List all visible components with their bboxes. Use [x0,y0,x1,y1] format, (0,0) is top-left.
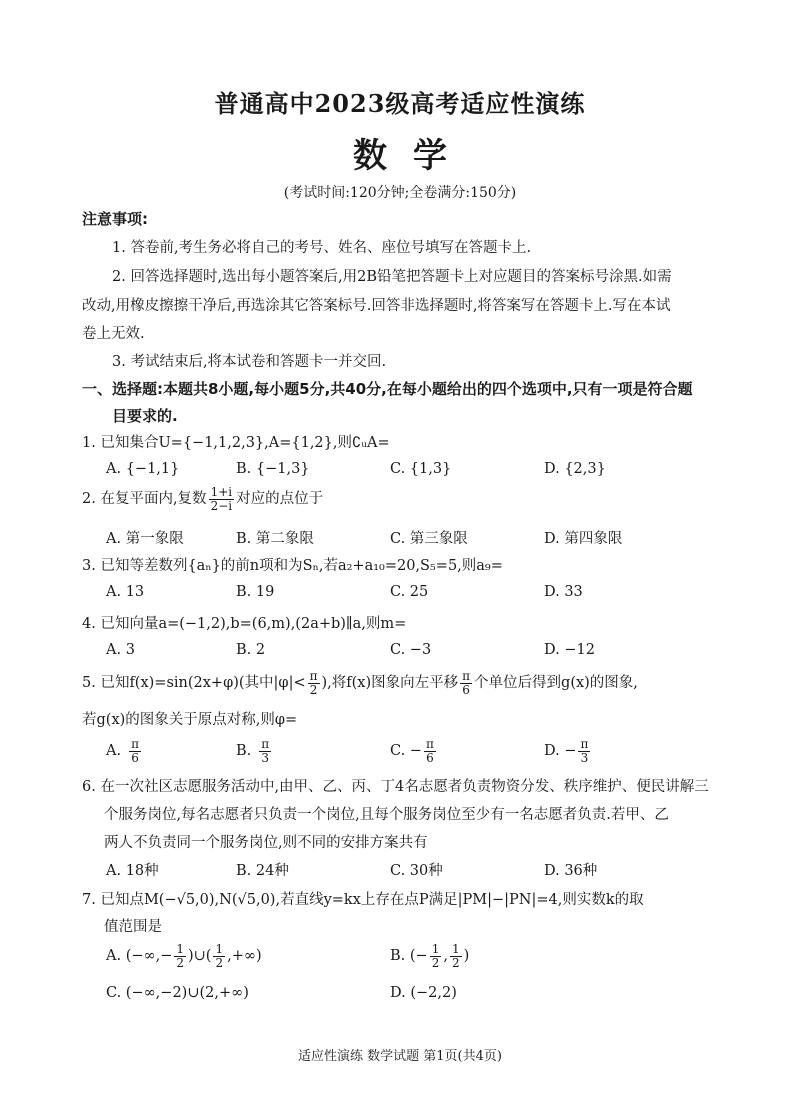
q5-option-a-numerator: π [131,737,139,751]
q5-option-b-label: B. [236,743,252,760]
q5-option-c-numerator: π [425,737,434,751]
q7-option-b-fraction-1 [430,943,442,969]
q1-option-c: C. {1,3} [390,461,452,477]
question-6-line-2: 个服务岗位,每名志愿者只负责一个岗位,且每个服务岗位至少有一名志愿者负责.若甲、乙 [104,807,669,823]
q3-option-c: C. 25 [390,584,429,600]
q4-option-a: A. 3 [106,642,135,658]
q5-option-d-fraction [578,738,590,764]
section-heading-line-1: 一、选择题:本题共8小题,每小题5分,共40分,在每小题给出的四个选项中,只有一项是符合题 [82,380,693,398]
q7-option-b-part-3: ) [463,948,470,965]
q2-fraction-numerator: 1+i [210,485,233,499]
q5-fraction-1-numerator: π [309,669,318,683]
notice-item-2-line-3: 卷上无效. [82,326,145,342]
notice-item-1: 1. 答卷前,考生务必将自己的考号、姓名、座位号填写在答题卡上. [112,240,532,256]
q3-option-b: B. 19 [236,584,275,600]
q5-fraction-2 [460,670,472,696]
q5-option-a-label: A. [106,743,122,760]
q3-option-a: A. 13 [106,584,145,600]
q7-option-a-fraction-2 [213,943,225,969]
question-1-stem: 1. 已知集合U={−1,1,2,3},A={1,2},则∁ᵤA= [82,435,390,451]
q5-option-c-label: C. − [390,743,422,760]
q2-stem-pre: 2. 在复平面内,复数 [82,491,207,508]
q5-option-d [544,738,592,764]
q5-option-d-denominator: 3 [580,750,589,765]
notice-item-2-line-2: 改动,用橡皮擦擦干净后,再选涂其它答案标号.回答非选择题时,将答案写在答题卡上.写在本试 [82,298,671,314]
q7-option-c: C. (−∞,−2)∪(2,+∞) [106,985,249,1001]
q7-option-b-numerator-2: 1 [451,942,460,956]
q4-option-d: D. −12 [544,642,595,658]
exam-meta: (考试时间:120分钟;全卷满分:150分) [283,185,517,201]
q7-option-a-denominator-1: 2 [176,955,184,970]
question-3-stem: 3. 已知等差数列{aₙ}的前n项和为Sₙ,若a₂+a₁₀=20,S₅=5,则a₉= [82,558,503,574]
q5-fraction-1 [308,670,320,696]
q7-option-a-denominator-2: 2 [215,955,224,970]
section-heading-line-2: 目要求的. [112,407,178,425]
notice-item-2-line-1: 2. 回答选择题时,选出每小题答案后,用2B铅笔把答题卡上对应题目的答案标号涂黑.如需 [112,269,672,285]
q7-option-b-denominator-1: 2 [431,955,440,970]
q5-option-c [390,738,438,764]
q2-option-c: C. 第三象限 [390,531,468,547]
q7-option-b-fraction-2 [450,943,462,969]
q6-option-c: C. 30种 [390,863,443,879]
question-6-line-1: 6. 在一次社区志愿服务活动中,由甲、乙、丙、丁4名志愿者负责物资分发、秩序维护、便民讲解三 [82,779,709,795]
question-2-stem [82,486,323,512]
q7-option-b-numerator-1: 1 [431,942,440,956]
q5-stem-part-2: ),将f(x)图象向左平移 [321,675,459,692]
q7-option-a-part-1: (−∞,− [125,948,173,965]
q3-option-d: D. 33 [544,584,583,600]
question-5-stem-line-2: 若g(x)的图象关于原点对称,则φ= [82,712,298,728]
q7-option-b-part-1: (− [409,948,428,965]
page-footer: 适应性演练 数学试题 第1页(共4页) [298,1049,502,1064]
q2-option-a: A. 第一象限 [106,531,184,547]
notice-item-3: 3. 考试结束后,将本试卷和答题卡一并交回. [112,354,387,370]
q7-option-b [390,943,469,969]
q7-option-b-label: B. [390,948,406,965]
q7-option-a-part-2: )∪( [188,948,212,965]
q5-option-b-fraction [259,738,271,764]
q6-option-d: D. 36种 [544,863,598,879]
q5-option-d-numerator: π [580,737,589,751]
q5-fraction-1-denominator: 2 [309,682,318,697]
q7-option-a [106,943,262,969]
q5-option-b-denominator: 3 [261,750,270,765]
q2-option-b: B. 第二象限 [236,531,314,547]
q2-option-d: D. 第四象限 [544,531,623,547]
q5-stem-part-1: 5. 已知f(x)=sin(2x+φ)(其中|φ|< [82,675,306,692]
q2-fraction-denominator: 2−i [210,498,233,513]
q4-option-b: B. 2 [236,642,266,658]
q1-option-b: B. {−1,3} [236,461,310,477]
q5-option-a [106,738,143,764]
question-5-stem-line-1 [82,670,638,696]
q6-option-a: A. 18种 [106,863,159,879]
q2-fraction [209,486,235,512]
q5-fraction-2-numerator: π [462,669,471,683]
q5-option-c-fraction [424,738,436,764]
q2-stem-post: 对应的点位于 [236,491,324,508]
q5-option-b-numerator: π [261,737,270,751]
q5-option-b [236,738,273,764]
q7-option-a-numerator-2: 1 [215,942,224,956]
q1-option-d: D. {2,3} [544,461,606,477]
q5-option-a-fraction [129,738,141,764]
q7-option-a-part-3: ,+∞) [227,948,262,965]
q7-option-b-denominator-2: 2 [451,955,460,970]
q7-option-a-label: A. [106,948,122,965]
q7-option-a-fraction-1 [174,943,186,969]
q6-option-b: B. 24种 [236,863,289,879]
q4-option-c: C. −3 [390,642,432,658]
q7-option-a-numerator-1: 1 [176,942,184,956]
question-7-line-2: 值范围是 [104,919,162,935]
q5-option-c-denominator: 6 [426,750,434,765]
q7-option-d: D. (−2,2) [390,985,457,1001]
q5-stem-part-3: 个单位后得到g(x)的图象, [474,675,638,692]
question-6-line-3: 两人不负责同一个服务岗位,则不同的安排方案共有 [104,835,428,851]
q5-fraction-2-denominator: 6 [462,682,470,697]
q5-option-d-label: D. − [544,743,577,760]
notice-heading: 注意事项: [82,210,148,228]
question-7-line-1: 7. 已知点M(−√5,0),N(√5,0),若直线y=kx上存在点P满足|PM|−|PN|=4,则实数k的取 [82,892,644,908]
exam-title: 普通高中2023级高考适应性演练 [214,89,586,118]
q1-option-a: A. {−1,1} [106,461,180,477]
subject-title: 数学 [353,136,473,176]
q7-option-b-part-2: , [443,948,448,965]
q5-option-a-denominator: 6 [131,750,139,765]
question-4-stem: 4. 已知向量a=(−1,2),b=(6,m),(2a+b)∥a,则m= [82,616,407,632]
